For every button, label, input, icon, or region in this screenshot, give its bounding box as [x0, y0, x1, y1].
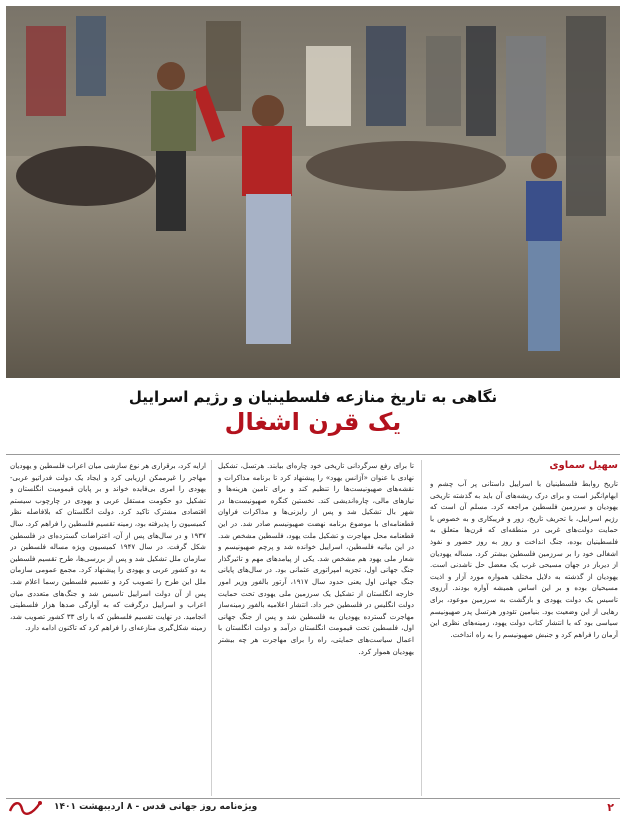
article-column-left — [10, 460, 206, 796]
page-footer — [6, 798, 620, 817]
page-number: ۲ — [607, 801, 614, 814]
column-divider — [421, 460, 422, 796]
divider — [6, 454, 620, 455]
column-text: تا برای رفع سرگردانی تاریخی خود چاره‌ای بیابند. هرتسل، تشکیل نهادی با عنوان «آژانس یهود» را پیشنهاد کرد تا برنامه مذاکرات و نقشه‌های صهیونیست‌ها را تنظیم کند و برای تامین هزینه‌ها و نیازهای مالی، چاره‌اندیشی کند. نخستین کنگره صهیونیست‌ها در شهر بال تشکیل شد و پس از رایزنی‌ها و مذاکرات فراوان قطعنامه‌ای با موضوع برنامه نهضت صهیونیسم صادر شد. در این قطعنامه محل مهاجرت و تشکیل ملت یهود، فلسطین مشخص شد. در این بیانیه فلسطین، اسراییل خوانده شد و پرچم صهیونیسم و شعار ملی یهود هم مشخص شد. یکی از پیامدهای مهم و تاثیرگذار جنگ جهانی اول، تجزیه امپراتوری عثمانی بود. در سال‌های پایانی جنگ جهانی اول یعنی حدود سال ۱۹۱۷، آرتور بالفور وزیر امور خارجه انگلستان از تشکیل یک سرزمین ملی یهودی تحت حمایت دولت انگلیس در فلسطین خبر داد. انتشار اعلامیه بالفور زمینه‌ساز مهاجرت گسترده یهودیان به فلسطین شد و پس از جنگ جهانی اول، فلسطین تحت قیمومت انگلستان درآمد و دولت انگلستان با اعمال سیاست‌های حمایتی، راه را برای مهاجرت هر چه بیشتر یهودیان هموار کرد. — [218, 461, 414, 656]
article-column-middle — [218, 460, 414, 796]
newspaper-logo-icon — [6, 797, 46, 817]
issue-info: ویژه‌نامه روز جهانی قدس - ۸ اردیبهشت ۱۴۰۱ — [54, 802, 258, 812]
article-title: یک قرن اشغال — [224, 408, 402, 436]
cover-photo — [6, 6, 620, 378]
article-subheadline: نگاهی به تاریخ منازعه فلسطینیان و رژیم اسراییل — [128, 388, 498, 406]
column-divider — [211, 460, 212, 796]
column-text: ارایه کرد، برقراری هر نوع سازشی میان اعراب فلسطین و یهودیان مهاجر را غیرممکن ارزیابی کرد و ایجاد یک دولت فدراتیو عربی-یهودی را امری بی‌فایده خواند و بر پایان قیمومیت انگلستان و تشکیل دو حکومت مستقل عربی و یهودی در چارچوب سیستم اقتصادی مشترک تاکید کرد. دولت انگلستان که بلافاصله نظر کمیسیون را پذیرفته بود، زمینه تقسیم فلسطین را فراهم کرد. سال ۱۹۳۷ و در سال‌های پس از آن، اعتراضات گسترده‌ای در فلسطین شکل گرفت. در سال ۱۹۴۷ کمیسیون ویژه مساله فلسطین در سازمان ملل تشکیل شد و پس از بررسی‌ها، طرح تقسیم فلسطین به دو کشور عربی و یهودی را پیشنهاد کرد. مجمع عمومی سازمان ملل این طرح را تصویب کرد و تقسیم فلسطین رسما اعلام شد. پس از آن دولت اسراییل تاسیس شد و جنگ‌های متعددی میان اعراب و اسراییل درگرفت که به آوارگی صدها هزار فلسطینی انجامید. در نهایت تقسیم فلسطین که با رای ۳۳ کشور تصویب شد، زمینه شکل‌گیری منازعه‌ای را فراهم کرد که تاکنون ادامه دارد. — [10, 461, 206, 633]
article-column-right — [430, 478, 618, 796]
headline-block — [6, 382, 620, 448]
author-name: سهیل سماوی — [549, 460, 618, 471]
column-text: تاریخ روابط فلسطینیان با اسراییل داستانی پر آب چشم و ابهام‌انگیز است و برای درک ریشه‌های آن باید به گذشته تاریخی یهودیان و سرزمین فلسطین مراجعه کرد. مسلم آن است که رژیم اسراییل، با تحریف تاریخ، زور و فریبکاری و به خصوص با حمایت دولت‌های غربی در منطقه‌ای که قرن‌ها متعلق به فلسطینیان بوده، جنگ انداخت و روز به روز حضور و نفوذ اشغالی خود را بر سرزمین فلسطین بیشتر کرد. مساله یهودیان از دیرباز در جهان مسیحی غرب یک معضل حل ناشدنی است. یهودیان از گذشته به دلایل مختلف همواره مورد آزار و اذیت مسیحیان بوده و بر این اساس همیشه آواره بودند. آرزوی تاسیس یک دولت یهودی و بازگشت به سرزمین موعود، برای رهایی از این وضعیت بود. بنیامین تئودور هرتسل پدر صهیونیسم سیاسی بود که با انتشار کتاب دولت یهود، زمینه‌های نظری این آرمان را فراهم کرد و جنبش صهیونیسم را به راه انداخت. — [430, 479, 618, 639]
